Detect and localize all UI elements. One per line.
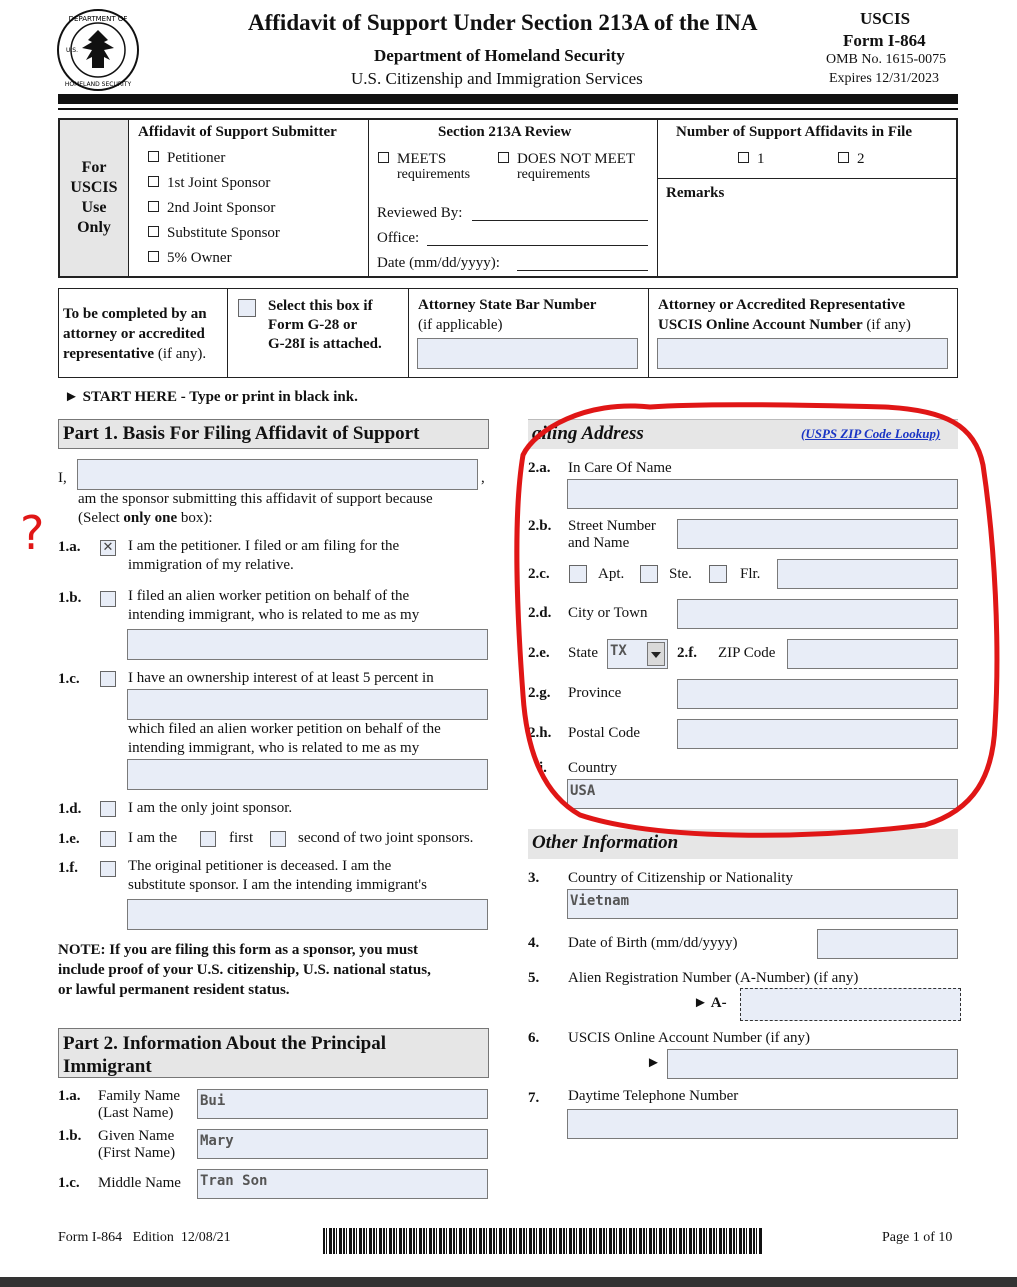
item-1e-text: I am the bbox=[128, 830, 178, 846]
submitter-title: Affidavit of Support Submitter bbox=[138, 124, 337, 140]
a-number-label: Alien Registration Number (A-Number) (if any) bbox=[568, 970, 859, 986]
comma: , bbox=[481, 470, 485, 486]
given-name-number: 1.b. bbox=[58, 1128, 82, 1144]
item-1d-text: I am the only joint sponsor. bbox=[128, 800, 293, 816]
start-here: ► START HERE - Type or print in black ink. bbox=[64, 389, 358, 405]
item-1a-number: 1.a. bbox=[58, 539, 81, 555]
svg-text:DEPARTMENT OF: DEPARTMENT OF bbox=[68, 15, 128, 23]
attorney-account-input[interactable] bbox=[657, 338, 948, 369]
ste-label: Ste. bbox=[669, 566, 692, 582]
dob-label: Date of Birth (mm/dd/yyyy) bbox=[568, 935, 738, 951]
a-number-number: 5. bbox=[528, 970, 540, 986]
submitter-option: 2nd Joint Sponsor bbox=[148, 200, 275, 217]
city-number: 2.d. bbox=[528, 605, 552, 621]
phone-number-number: 7. bbox=[528, 1090, 540, 1106]
attorney-complete-text: To be completed by an attorney or accredited representative (if any). bbox=[63, 306, 207, 362]
i-label: I, bbox=[58, 470, 67, 486]
part1-intro: am the sponsor submitting this affidavit of support because bbox=[78, 491, 433, 507]
mailing-address-header: ailing Address bbox=[528, 419, 958, 449]
item-1e-checkbox[interactable] bbox=[100, 831, 116, 847]
middle-name-label: Middle Name bbox=[98, 1175, 181, 1191]
uscis-divider-4 bbox=[657, 178, 956, 179]
affidavit-count-title: Number of Support Affidavits in File bbox=[676, 124, 912, 140]
barcode bbox=[323, 1228, 763, 1254]
reviewed-by-line bbox=[472, 220, 648, 221]
street-number: 2.b. bbox=[528, 518, 552, 534]
state-label: State bbox=[568, 645, 598, 661]
care-of-number: 2.a. bbox=[528, 460, 551, 476]
phone-label: Daytime Telephone Number bbox=[568, 1088, 739, 1104]
uscis-side-label: For USCIS Use Only bbox=[60, 120, 128, 276]
uscis-label: USCIS bbox=[860, 9, 911, 28]
country-input[interactable]: USA bbox=[567, 779, 958, 809]
form-title: Affidavit of Support Under Section 213A of the INA bbox=[248, 10, 758, 35]
item-1a-text: I am the petitioner. I filed or am filing for the bbox=[128, 538, 400, 554]
middle-name-input[interactable]: Tran Son bbox=[197, 1169, 488, 1199]
meets-sub: requirements bbox=[397, 167, 471, 182]
not-meet-sub: requirements bbox=[517, 167, 591, 182]
uscis-account-label: USCIS Online Account Number (if any) bbox=[568, 1030, 811, 1046]
item-1e-second-text: second of two joint sponsors. bbox=[298, 830, 474, 846]
item-1d-number: 1.d. bbox=[58, 801, 82, 817]
item-1d-checkbox[interactable] bbox=[100, 801, 116, 817]
family-name-number: 1.a. bbox=[58, 1088, 81, 1104]
given-name-input[interactable]: Mary bbox=[197, 1129, 488, 1159]
office-line bbox=[427, 245, 648, 246]
attorney-divider-2 bbox=[408, 288, 409, 378]
not-meet-option: DOES NOT MEET bbox=[498, 151, 635, 168]
item-1e-number: 1.e. bbox=[58, 831, 80, 847]
attorney-account-title-2: USCIS Online Account Number (if any) bbox=[658, 317, 911, 333]
header-rule-thin bbox=[58, 108, 958, 110]
apt-label: Apt. bbox=[598, 566, 625, 582]
office-label: Office: bbox=[377, 230, 420, 246]
family-name-input[interactable]: Bui bbox=[197, 1089, 488, 1119]
submitter-option: 5% Owner bbox=[148, 250, 232, 267]
province-label: Province bbox=[568, 685, 622, 701]
citizenship-input[interactable]: Vietnam bbox=[567, 889, 958, 919]
state-number: 2.e. bbox=[528, 645, 550, 661]
part2-header: Part 2. Information About the Principal Immigrant bbox=[58, 1028, 489, 1078]
header-rule bbox=[58, 94, 958, 104]
dob-input[interactable] bbox=[817, 929, 958, 959]
item-1c-company-input[interactable] bbox=[127, 689, 488, 720]
item-1c-text-2: which filed an alien worker petition on behalf of the bbox=[128, 721, 441, 737]
meets-option: MEETS bbox=[378, 151, 446, 168]
item-1b-text-2: intending immigrant, who is related to me as my bbox=[128, 607, 420, 623]
date-line bbox=[517, 270, 648, 271]
item-1f-text: The original petitioner is deceased. I am the bbox=[128, 858, 392, 874]
item-1e-first-text: first bbox=[229, 830, 254, 846]
zip-label: ZIP Code bbox=[718, 645, 776, 661]
uscis-account-arrow: ► bbox=[646, 1055, 661, 1071]
province-number: 2.g. bbox=[528, 685, 551, 701]
item-1b-text: I filed an alien worker petition on behalf of the bbox=[128, 588, 410, 604]
bottom-window-bar bbox=[0, 1277, 1017, 1287]
agency-name: U.S. Citizenship and Immigration Services bbox=[351, 69, 643, 88]
form-number: Form I-864 bbox=[843, 31, 926, 50]
family-name-sub: (Last Name) bbox=[98, 1105, 174, 1121]
a-number-input[interactable] bbox=[740, 988, 961, 1021]
item-1c-number: 1.c. bbox=[58, 671, 80, 687]
item-1a-text-2: immigration of my relative. bbox=[128, 557, 294, 573]
state-select[interactable]: TX bbox=[607, 639, 668, 669]
item-1b-relationship-input[interactable] bbox=[127, 629, 488, 660]
middle-name-number: 1.c. bbox=[58, 1175, 80, 1191]
citizenship-note: NOTE: If you are filing this form as a sponsor, you must include proof of your U.S. citizenship, U.S. national status, or lawful permanent resident status. bbox=[58, 942, 431, 998]
given-name-sub: (First Name) bbox=[98, 1145, 176, 1161]
red-circle-annotation bbox=[505, 395, 1010, 845]
uscis-account-number: 6. bbox=[528, 1030, 540, 1046]
item-1f-relationship-input[interactable] bbox=[127, 899, 488, 930]
date-label: Date (mm/dd/yyyy): bbox=[377, 255, 500, 271]
part1-intro-2: (Select only one box): bbox=[78, 510, 213, 526]
uscis-divider-1 bbox=[128, 120, 129, 276]
given-name-label: Given Name bbox=[98, 1128, 175, 1144]
submitter-option: 1st Joint Sponsor bbox=[148, 175, 270, 192]
submitter-option: Substitute Sponsor bbox=[148, 225, 280, 242]
item-1f-text-2: substitute sponsor. I am the intending immigrant's bbox=[128, 877, 427, 893]
item-1b-number: 1.b. bbox=[58, 590, 82, 606]
item-1e-first-checkbox[interactable] bbox=[200, 831, 216, 847]
city-label: City or Town bbox=[568, 605, 648, 621]
dob-number: 4. bbox=[528, 935, 540, 951]
footer-page-number: Page 1 of 10 bbox=[882, 1230, 953, 1245]
care-of-label: In Care Of Name bbox=[568, 460, 672, 476]
citizenship-label: Country of Citizenship or Nationality bbox=[568, 870, 793, 886]
submitter-option: Petitioner bbox=[148, 150, 225, 167]
item-1c-checkbox[interactable] bbox=[100, 671, 116, 687]
footer-form-edition: Form I-864 Edition 12/08/21 bbox=[58, 1230, 231, 1245]
postal-number: 2.h. bbox=[528, 725, 552, 741]
family-name-label: Family Name bbox=[98, 1088, 181, 1104]
item-1b-checkbox[interactable] bbox=[100, 591, 116, 607]
g28-text: Select this box if Form G-28 or G-28I is attached. bbox=[268, 298, 382, 352]
sponsor-name-input[interactable] bbox=[77, 459, 478, 490]
part1-header: Part 1. Basis For Filing Affidavit of Support bbox=[58, 419, 489, 449]
attorney-account-title: Attorney or Accredited Representative bbox=[658, 297, 906, 313]
country-number: i. bbox=[539, 760, 547, 776]
attorney-divider-3 bbox=[648, 288, 649, 378]
zip-number: 2.f. bbox=[677, 645, 697, 661]
bar-number-sub: (if applicable) bbox=[418, 317, 503, 333]
omb-number: OMB No. 1615-0075 bbox=[826, 52, 947, 67]
count-option-2: 2 bbox=[838, 151, 865, 168]
other-info-header: Other Information bbox=[528, 829, 958, 859]
bar-number-input[interactable] bbox=[417, 338, 638, 369]
flr-label: Flr. bbox=[740, 566, 761, 582]
uscis-account-input[interactable] bbox=[667, 1049, 958, 1079]
review-title: Section 213A Review bbox=[438, 124, 572, 140]
uscis-divider-3 bbox=[657, 120, 658, 276]
svg-text:U.S.: U.S. bbox=[66, 47, 79, 54]
reviewed-by: Reviewed By: bbox=[377, 205, 463, 221]
street-label: Street Number bbox=[568, 518, 656, 534]
uscis-divider-2 bbox=[368, 120, 369, 276]
question-mark-annotation: ? bbox=[20, 506, 45, 560]
item-1c-relationship-input[interactable] bbox=[127, 759, 488, 790]
dept-name: Department of Homeland Security bbox=[374, 46, 625, 65]
dhs-seal bbox=[56, 8, 140, 92]
g28-attached-checkbox[interactable] bbox=[238, 299, 256, 317]
country-label: Country bbox=[568, 760, 618, 776]
a-number-prefix: ► A- bbox=[693, 995, 727, 1011]
street-label-2: and Name bbox=[568, 535, 630, 551]
citizenship-number: 3. bbox=[528, 870, 540, 886]
attorney-divider-1 bbox=[227, 288, 228, 378]
item-1c-text-3: intending immigrant, who is related to me as my bbox=[128, 740, 420, 756]
item-1e-second-checkbox[interactable] bbox=[270, 831, 286, 847]
usps-zip-lookup-link[interactable]: (USPS ZIP Code Lookup) bbox=[801, 426, 941, 441]
item-1a-checkbox[interactable]: ✕ bbox=[100, 540, 116, 556]
expiration: Expires 12/31/2023 bbox=[829, 71, 940, 86]
apt-number: 2.c. bbox=[528, 566, 550, 582]
postal-label: Postal Code bbox=[568, 725, 641, 741]
item-1f-checkbox[interactable] bbox=[100, 861, 116, 877]
svg-text:HOMELAND SECURITY: HOMELAND SECURITY bbox=[64, 81, 132, 88]
count-option-1: 1 bbox=[738, 151, 765, 168]
bar-number-title: Attorney State Bar Number bbox=[418, 297, 597, 313]
phone-input[interactable] bbox=[567, 1109, 958, 1139]
item-1c-text: I have an ownership interest of at least 5 percent in bbox=[128, 670, 434, 686]
remarks-label: Remarks bbox=[666, 185, 725, 201]
item-1f-number: 1.f. bbox=[58, 860, 78, 876]
